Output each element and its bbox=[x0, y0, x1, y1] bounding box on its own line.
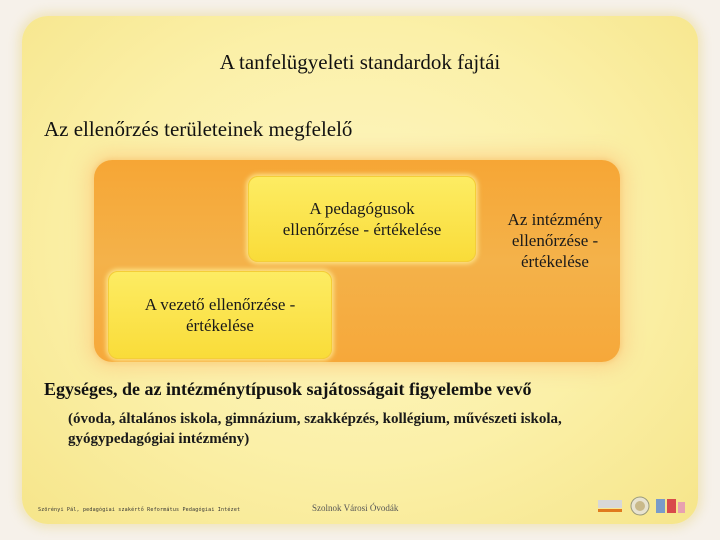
slide-title: A tanfelügyeleti standardok fajtái bbox=[219, 50, 501, 74]
box-vezeto-label: A vezető ellenőrzése - értékelése bbox=[144, 294, 296, 335]
footer-organization: Szolnok Városi Óvodák bbox=[312, 503, 399, 513]
box-pedagogusok-label: A pedagógusok ellenőrzése - értékelése bbox=[282, 198, 442, 239]
slide-subtitle: Az ellenőrzés területeinek megfelelő bbox=[44, 117, 353, 141]
institution-types: (óvoda, általános iskola, gimnázium, szakképzés, kollégium, művészeti iskola, gyógypedagógiai intézmény) bbox=[68, 411, 562, 447]
box-intezmeny-label: Az intézmény ellenőrzése - értékelése bbox=[507, 210, 603, 271]
footer-author: Szörényi Pál, pedagógiai szakértő Református Pedagógiai Intézet bbox=[38, 507, 241, 513]
partner-logos-icon bbox=[594, 494, 694, 518]
uniform-statement: Egységes, de az intézménytípusok sajátosságait figyelembe vevő bbox=[44, 379, 532, 399]
box-pedagogusok bbox=[248, 176, 476, 262]
box-vezeto bbox=[108, 271, 332, 359]
box-intezmeny bbox=[492, 210, 618, 273]
